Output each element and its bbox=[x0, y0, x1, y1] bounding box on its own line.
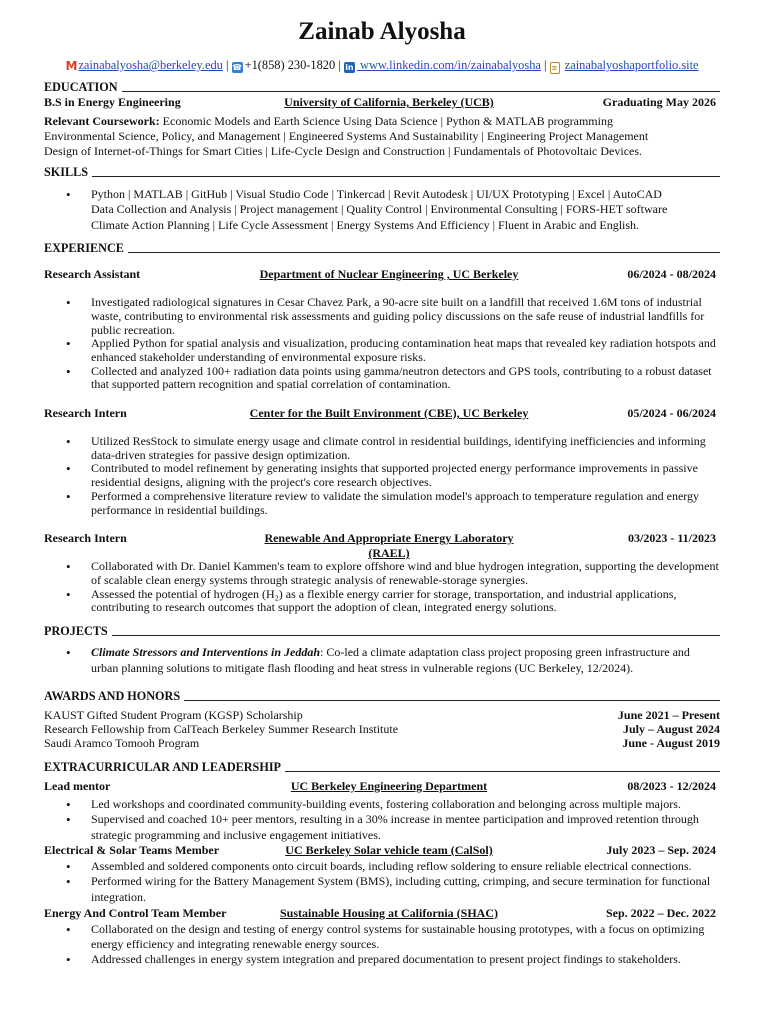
projects-title: PROJECTS bbox=[44, 624, 108, 639]
job-role: Research Assistant bbox=[44, 267, 141, 282]
extracurricular-title: EXTRACURRICULAR AND LEADERSHIP bbox=[44, 760, 282, 775]
awards-title: AWARDS AND HONORS bbox=[44, 689, 181, 704]
section-rule bbox=[128, 252, 720, 253]
role-title: Energy And Control Team Member bbox=[44, 905, 227, 920]
coursework-line-1: Economic Models and Earth Science Using Data Science | Python & MATLAB programming bbox=[159, 114, 613, 128]
job-bullet: • Investigated radiological signatures in Cesar Chavez Park, a 90-acre site built on a landfill that received 1.6M tons of industrial waste, contributing to environmental risk assessments and guiding policy discussions on the safe reuse of industrial landfills for public recreation. bbox=[44, 296, 720, 337]
experience-title: EXPERIENCE bbox=[44, 241, 124, 256]
role-bullet: • Assembled and soldered components onto circuit boards, including reflow soldering to ensure reliable electrical connections. bbox=[44, 859, 720, 874]
job-bullets bbox=[44, 296, 720, 392]
experience-heading bbox=[44, 241, 720, 255]
role-title: Lead mentor bbox=[44, 779, 111, 794]
role-header bbox=[44, 843, 720, 858]
award-name: Saudi Aramco Tomooh Program bbox=[44, 736, 200, 751]
job-role: Research Intern bbox=[44, 531, 127, 546]
role-title: Electrical & Solar Teams Member bbox=[44, 842, 220, 857]
role-dates: Sep. 2022 – Dec. 2022 bbox=[606, 905, 716, 920]
section-rule bbox=[92, 176, 720, 177]
award-item bbox=[44, 708, 720, 722]
role-bullet: • Performed wiring for the Battery Management System (BMS), including cutting, crimping, and secure termination for functional integration. bbox=[44, 874, 720, 905]
job-dates: 05/2024 - 06/2024 bbox=[627, 406, 716, 421]
award-date: July – August 2024 bbox=[622, 722, 720, 737]
job-bullets bbox=[44, 435, 720, 517]
job-dates: 03/2023 - 11/2023 bbox=[627, 531, 716, 546]
separator: | bbox=[225, 58, 229, 72]
linkedin-icon: in bbox=[345, 63, 354, 72]
section-rule bbox=[122, 91, 720, 92]
award-date: June 2021 – Present bbox=[617, 708, 720, 723]
section-rule bbox=[184, 700, 720, 701]
award-item bbox=[44, 736, 720, 750]
skills-heading bbox=[44, 165, 720, 179]
role-bullets bbox=[44, 922, 720, 968]
coursework-line-3: Design of Internet-of-Things for Smart Cities | Life-Cycle Design and Construction | Fundamentals of Photovoltaic Devices. bbox=[44, 144, 643, 159]
project-description: : Co-led a climate adaptation class project proposing green infrastructure and urban planning solutions to mitigate flash flooding and heat stress in vulnerable regions (UC Berkeley, 12/2024). bbox=[91, 645, 690, 675]
job-bullet: • Utilized ResStock to simulate energy usage and climate control in residential buildings, identifying inefficiencies and informing data-driven strategies for passive design optimization. bbox=[44, 435, 720, 462]
skills-line-1: • Python | MATLAB | GitHub | Visual Studio Code | Tinkercad | Revit Autodesk | UI/UX Prototyping | Excel | AutoCAD bbox=[91, 186, 662, 201]
skills-line-2: Data Collection and Analysis | Project management | Quality Control | Environmental Consulting | FORS-HET software bbox=[91, 202, 668, 217]
role-bullet: • Led workshops and coordinated community-building events, fostering collaboration and belonging across multiple majors. bbox=[44, 797, 720, 812]
skills-item bbox=[44, 187, 720, 234]
role-org: UC Berkeley Engineering Department bbox=[290, 779, 488, 794]
education-title: EDUCATION bbox=[44, 80, 118, 94]
degree: B.S in Energy Engineering bbox=[44, 95, 181, 109]
coursework-line-2: Environmental Science, Policy, and Management | Engineered Systems And Sustainability | Engineering Project Management bbox=[44, 129, 649, 144]
role-bullet: • Collaborated on the design and testing of energy control systems for sustainable housing prototypes, with a focus on optimizing energy efficiency and integrating renewable energy sources. bbox=[44, 922, 720, 953]
role-bullet: • Supervised and coached 10+ peer mentors, resulting in a 30% increase in mentee participation and improved retention through strategic programming and inclusive engagement initiatives. bbox=[44, 812, 720, 843]
projects-list bbox=[44, 645, 720, 676]
portfolio-icon: ≡ bbox=[550, 62, 560, 74]
job-org: Renewable And Appropriate Energy Laboratory (RAEL) bbox=[264, 531, 514, 561]
skills-title: SKILLS bbox=[44, 164, 89, 179]
resume-page bbox=[44, 0, 720, 968]
role-org: UC Berkeley Solar vehicle team (CalSol) bbox=[285, 842, 493, 857]
project-item bbox=[44, 645, 720, 676]
job-role: Research Intern bbox=[44, 406, 127, 421]
awards-heading bbox=[44, 689, 720, 703]
award-item bbox=[44, 722, 720, 736]
award-name: Research Fellowship from CalTeach Berkeley Summer Research Institute bbox=[44, 722, 399, 737]
school: University of California, Berkeley (UCB) bbox=[284, 95, 494, 109]
projects-heading bbox=[44, 624, 720, 638]
project-title: Climate Stressors and Interventions in Jeddah bbox=[91, 645, 321, 660]
section-rule bbox=[112, 635, 720, 636]
award-date: June - August 2019 bbox=[622, 736, 720, 751]
job-org: Department of Nuclear Engineering , UC Berkeley bbox=[259, 267, 519, 282]
job-org: Center for the Built Environment (CBE), UC Berkeley bbox=[249, 406, 529, 421]
role-bullets bbox=[44, 797, 720, 843]
role-bullet: • Addressed challenges in energy system integration and prepared documentation to present project findings to stakeholders. bbox=[44, 952, 720, 967]
job-bullet: • Assessed the potential of hydrogen (H₂) as a flexible energy carrier for storage, transportation, and industrial applications, contributing to research outcomes that support the adoption of clean, integrated energy solutions. bbox=[44, 588, 720, 615]
role-org: Sustainable Housing at California (SHAC) bbox=[279, 905, 499, 920]
linkedin-link[interactable]: www.linkedin.com/in/zainabalyosha bbox=[356, 58, 541, 72]
portfolio-link[interactable]: zainabalyoshaportfolio.site bbox=[564, 58, 699, 72]
mail-icon: M bbox=[65, 59, 78, 73]
coursework-label: Relevant Coursework: bbox=[44, 114, 160, 128]
skills-list bbox=[44, 187, 720, 234]
job-header bbox=[44, 406, 720, 421]
job-dates: 06/2024 - 08/2024 bbox=[627, 267, 716, 282]
role-bullets bbox=[44, 859, 720, 905]
coursework bbox=[44, 114, 720, 160]
education-heading bbox=[44, 80, 720, 94]
separator: | bbox=[338, 58, 341, 72]
phone-number: +1(858) 230-1820 bbox=[244, 58, 336, 72]
job-bullets bbox=[44, 560, 720, 615]
graduation-date: Graduating May 2026 bbox=[602, 95, 716, 109]
role-dates: 08/2023 - 12/2024 bbox=[627, 779, 716, 794]
job-bullet: • Applied Python for spatial analysis and visualization, producing contamination heat maps that revealed key radiation hotspots and enhanced stakeholder understanding of environmental exposure risks. bbox=[44, 337, 720, 364]
email-link[interactable]: zainabalyosha@berkeley.edu bbox=[78, 58, 223, 72]
separator: | bbox=[544, 58, 547, 72]
phone-icon: ☎ bbox=[232, 63, 243, 72]
role-header bbox=[44, 906, 720, 921]
skills-line-3: Climate Action Planning | Life Cycle Assessment | Energy Systems And Efficiency | Fluent in Arabic and English. bbox=[91, 217, 640, 232]
candidate-name: Zainab Alyosha bbox=[298, 18, 466, 45]
extracurricular-heading bbox=[44, 760, 720, 774]
award-name: KAUST Gifted Student Program (KGSP) Scholarship bbox=[44, 708, 303, 723]
job-bullet: • Performed a comprehensive literature review to validate the simulation model's approach to temperature regulation and energy performance in residential buildings. bbox=[44, 490, 720, 517]
contact-line bbox=[32, 57, 732, 73]
job-bullet: • Contributed to model refinement by generating insights that supported projected energy performance improvements in passive residential designs, aligning with the project's core research objectives. bbox=[44, 462, 720, 489]
job-bullet: • Collaborated with Dr. Daniel Kammen's team to explore offshore wind and blue hydrogen integration, supporting the development of scalable clean energy systems through strategic analysis of renewable-storage synergies. bbox=[44, 560, 720, 587]
education-row bbox=[44, 95, 720, 110]
job-bullet: • Collected and analyzed 100+ radiation data points using gamma/neutron detectors and GPS tools, contributing to a robust dataset that supported pattern recognition and spatial correlation of contamination. bbox=[44, 365, 720, 392]
role-dates: July 2023 – Sep. 2024 bbox=[606, 842, 716, 857]
awards-list bbox=[44, 708, 720, 750]
job-header bbox=[44, 267, 720, 282]
role-header bbox=[44, 779, 720, 794]
job-header bbox=[44, 531, 720, 561]
section-rule bbox=[285, 771, 720, 772]
